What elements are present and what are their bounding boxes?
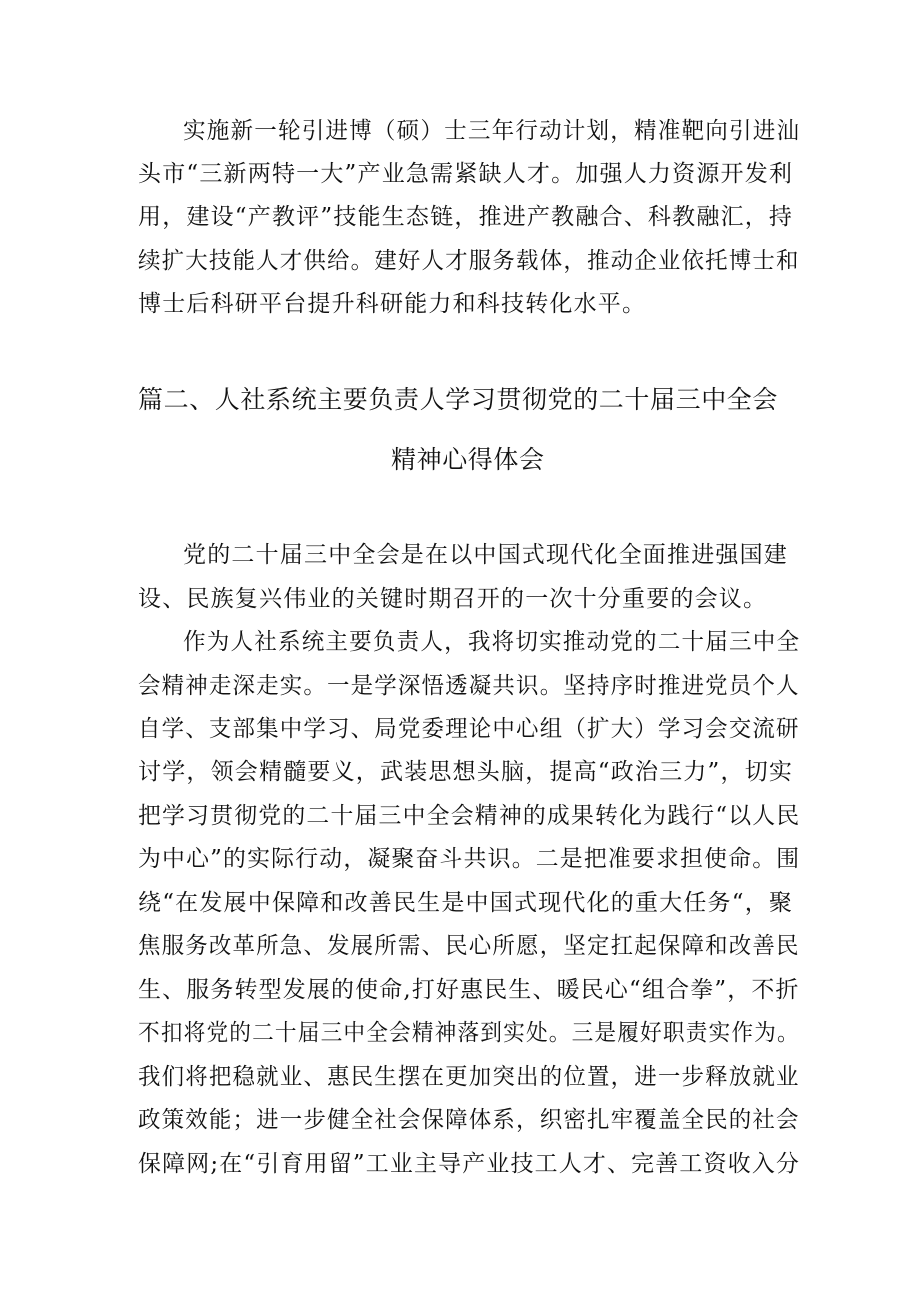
paragraph-line: 为中心”的实际行动，凝聚奋斗共识。二是把准要求担使命。围 xyxy=(138,846,801,872)
paragraph-line: 实施新一轮引进博（硕）士三年行动计划，精准靶向引进汕 xyxy=(183,118,801,144)
paragraph-line: 讨学，领会精髓要义，武装思想头脑，提高“政治三力”，切实 xyxy=(138,759,794,785)
paragraph-line: 自学、支部集中学习、局党委理论中心组（扩大）学习会交流研 xyxy=(138,716,800,742)
paragraph-line: 不扣将党的二十届三中全会精神落到实处。三是履好职责实作为。 xyxy=(138,1020,800,1046)
paragraph-line: 保障网;在“引育用留”工业主导产业技工人才、完善工资收入分 xyxy=(138,1151,801,1177)
paragraph-line: 用，建设“产教评”技能生态链，推进产教融合、科教融汇，持 xyxy=(138,204,794,230)
paragraph-line: 绕“在发展中保障和改善民生是中国式现代化的重大任务“，聚 xyxy=(138,890,794,916)
paragraph-line: 焦服务改革所急、发展所需、民心所愿，坚定扛起保障和改善民 xyxy=(138,933,800,959)
paragraph-line: 作为人社系统主要负责人，我将切实推动党的二十届三中全 xyxy=(183,629,801,655)
paragraph-line: 设、民族复兴伟业的关键时期召开的一次十分重要的会议。 xyxy=(138,586,768,612)
paragraph-line: 政策效能；进一步健全社会保障体系，织密扎牢覆盖全民的社会 xyxy=(138,1107,800,1133)
paragraph-line: 党的二十届三中全会是在以中国式现代化全面推进强国建 xyxy=(183,542,788,568)
paragraph-line: 头市“三新两特一大”产业急需紧缺人才。加强人力资源开发利 xyxy=(138,161,794,187)
paragraph-line: 会精神走深走实。一是学深悟透凝共识。坚持序时推进党员个人 xyxy=(138,673,800,699)
section-heading-line-2: 精神心得体会 xyxy=(391,445,545,474)
paragraph-line: 生、服务转型发展的使命,打好惠民生、暖民心“组合拳”，不折 xyxy=(138,977,800,1003)
paragraph-line: 续扩大技能人才供给。建好人才服务载体，推动企业依托博士和 xyxy=(138,248,800,274)
paragraph-line: 我们将把稳就业、惠民生摆在更加突出的位置，进一步释放就业 xyxy=(138,1064,800,1090)
section-heading-line-1: 篇二、人社系统主要负责人学习贯彻党的二十届三中全会 xyxy=(138,385,779,414)
paragraph-line: 博士后科研平台提升科研能力和科技转化水平。 xyxy=(138,291,647,317)
paragraph-line: 把学习贯彻党的二十届三中全会精神的成果转化为践行“以人民 xyxy=(138,803,801,829)
